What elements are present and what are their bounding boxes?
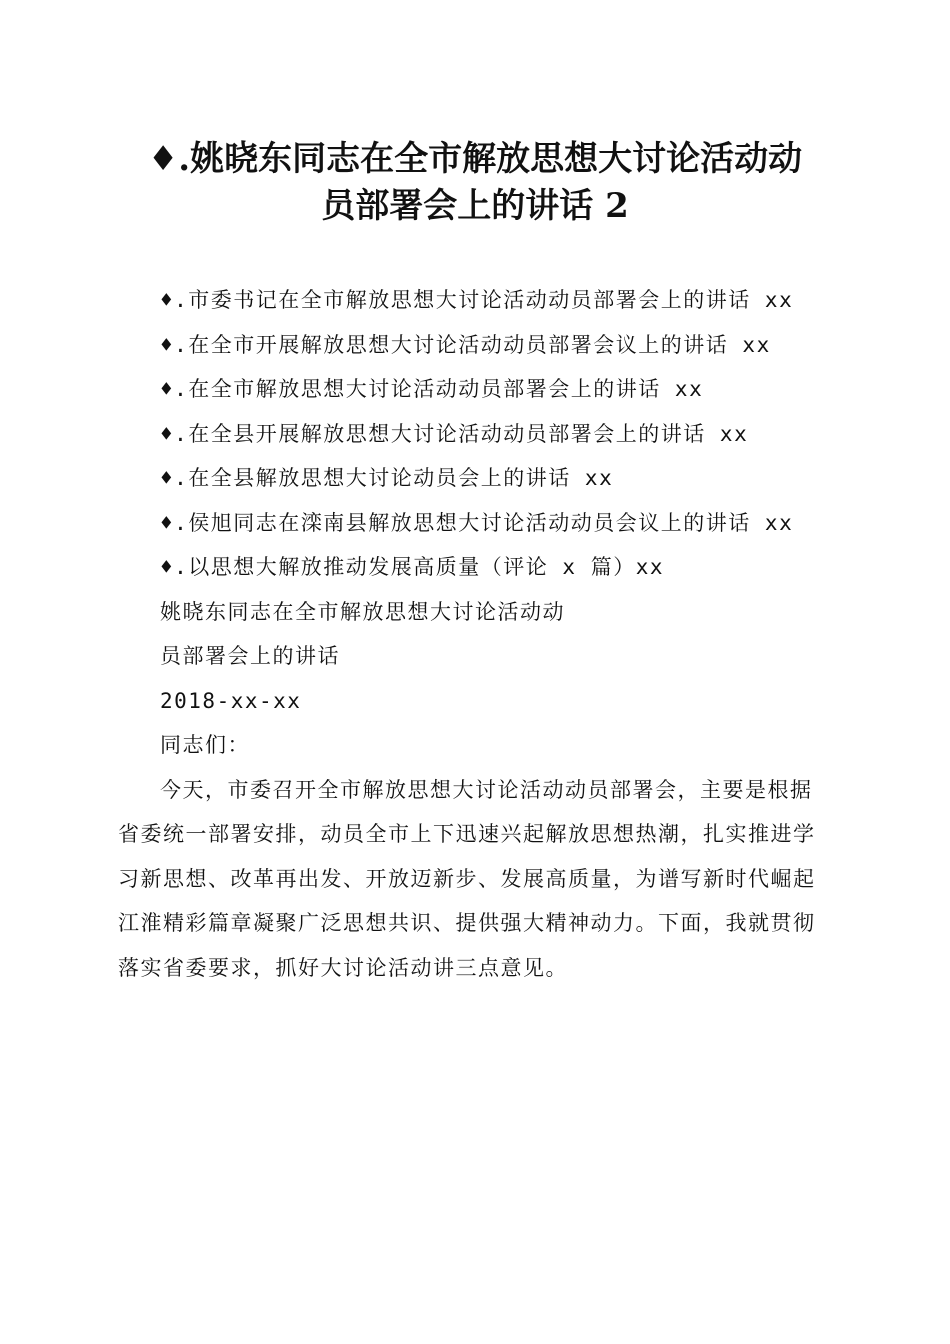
speech-title-line-1: 姚晓东同志在全市解放思想大讨论活动动: [160, 599, 565, 624]
salutation: 同志们：: [160, 733, 250, 757]
document-body: [118, 278, 828, 990]
toc-item: ♦.在全县开展解放思想大讨论活动动员部署会上的讲话 xx: [160, 421, 749, 446]
toc-item: ♦.侯旭同志在滦南县解放思想大讨论活动动员会议上的讲话 xx: [160, 510, 794, 535]
body-paragraph: 今天，市委召开全市解放思想大讨论活动动员部署会，主要是根据省委统一部署安排，动员全市上下迅速兴起解放思想热潮，扎实推进学习新思想、改革再出发、开放迈新步、发展高质量，为谱写新时代崛起江淮精彩篇章凝聚广泛思想共识、提供强大精神动力。下面，我就贯彻落实省委要求，抓好大讨论活动讲三点意见。: [118, 777, 816, 980]
speech-title-line-2: 员部署会上的讲话: [160, 644, 340, 668]
document-title: [110, 136, 840, 230]
speech-date: 2018-xx-xx: [160, 688, 302, 713]
title-line-2: 员部署会上的讲话 2: [321, 186, 629, 226]
toc-item: ♦.在全市开展解放思想大讨论活动动员部署会议上的讲话 xx: [160, 332, 771, 357]
title-line-1: ♦.姚晓东同志在全市解放思想大讨论活动动: [147, 139, 803, 179]
toc-item: ♦.在全县解放思想大讨论动员会上的讲话 xx: [160, 466, 614, 490]
toc-item: ♦.市委书记在全市解放思想大讨论活动动员部署会上的讲话 xx: [160, 288, 794, 312]
toc-item: ♦.以思想大解放推动发展高质量（评论 x 篇）xx: [160, 555, 664, 579]
toc-item: ♦.在全市解放思想大讨论活动动员部署会上的讲话 xx: [160, 377, 704, 401]
